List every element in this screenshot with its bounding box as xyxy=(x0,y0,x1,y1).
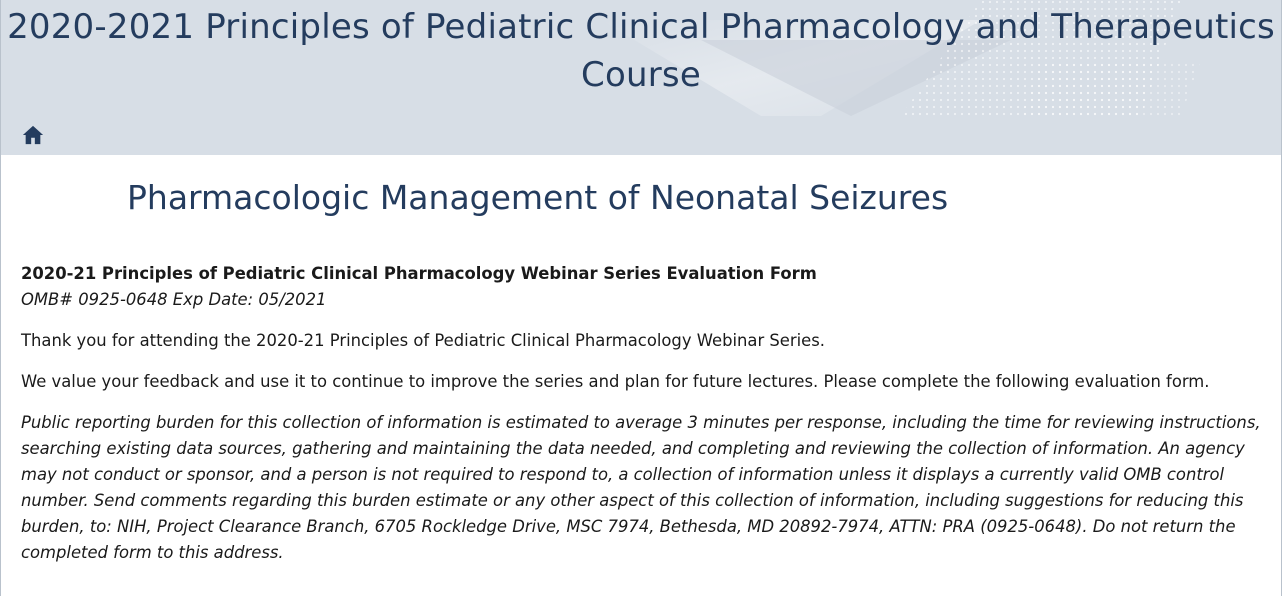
site-header xyxy=(1,0,1281,155)
form-title: 2020-21 Principles of Pediatric Clinical Pharmacology Webinar Series Evaluation Form xyxy=(21,264,817,283)
feedback-text: We value your feedback and use it to continue to improve the series and plan for future lectures. Please complete the following evaluation form. xyxy=(21,372,1210,391)
burden-statement: Public reporting burden for this collection of information is estimated to average 3 minutes per response, including the time for reviewing instructions, searching existing data sources, gathering and maintaining the data needed, and completing and reviewing the collection of information. An agency may not conduct or sponsor, and a person is not required to respond to, a collection of information unless it displays a currently valid OMB control number. Send comments regarding this burden estimate or any other aspect of this collection of information, including suggestions for reducing this burden, to: NIH, Project Clearance Branch, 6705 Rockledge Drive, MSC 7974, Bethesda, MD 20892-7974, ATTN: PRA (0925-0648). Do not return the completed form to this address. xyxy=(21,413,1261,562)
page-title: Pharmacologic Management of Neonatal Seizures xyxy=(127,178,949,217)
site-title: 2020-2021 Principles of Pediatric Clinical Pharmacology and Therapeutics Course xyxy=(7,7,1275,95)
thank-you-text: Thank you for attending the 2020-21 Principles of Pediatric Clinical Pharmacology Webinar Series. xyxy=(21,331,826,350)
omb-number: OMB# 0925-0648 Exp Date: 05/2021 xyxy=(21,290,327,309)
evaluation-form-intro xyxy=(21,261,1266,566)
home-icon[interactable] xyxy=(22,124,44,146)
